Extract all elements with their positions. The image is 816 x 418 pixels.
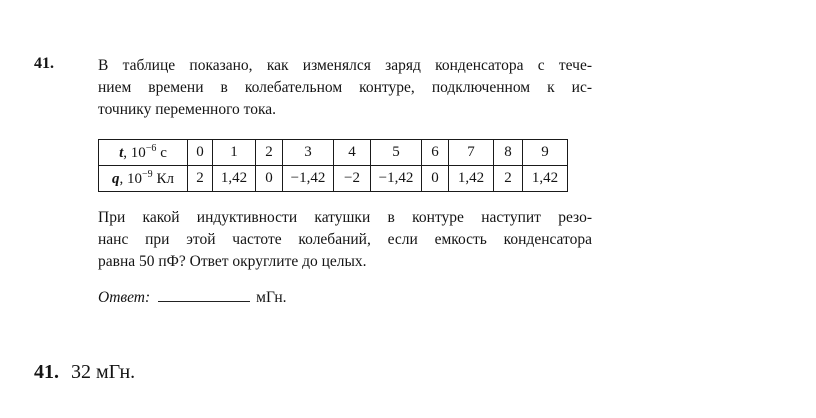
answer-label: Ответ: [98, 289, 151, 306]
answer-unit: мГн. [256, 289, 287, 306]
time-cell: 5 [371, 140, 422, 166]
time-cell: 0 [188, 140, 213, 166]
question-line: нанс при этой частоте колебаний, если емкость конденсатора [98, 231, 592, 248]
time-unit-exponent: −6 [145, 143, 157, 154]
charge-unit-base: , 10 [119, 171, 143, 187]
time-cell: 3 [283, 140, 334, 166]
question-line: При какой индуктивности катушки в контуре наступит резо- [98, 209, 592, 226]
time-cell: 1 [213, 140, 256, 166]
problem-question [98, 207, 592, 273]
charge-cell: −2 [334, 166, 371, 192]
intro-line: нием времени в колебательном контуре, подключенном к ис- [98, 79, 592, 96]
charge-cell: 1,42 [449, 166, 494, 192]
charge-unit: Кл [152, 171, 174, 187]
charge-cell: −1,42 [371, 166, 422, 192]
table-row-charge [99, 166, 568, 192]
time-unit: с [156, 145, 167, 161]
time-cell: 4 [334, 140, 371, 166]
charge-cell: −1,42 [283, 166, 334, 192]
question-line: равна 50 пФ? Ответ округлите до целых. [98, 253, 367, 270]
time-symbol: t [119, 145, 124, 161]
time-cell: 6 [422, 140, 449, 166]
time-cell: 9 [523, 140, 568, 166]
data-table [98, 139, 568, 192]
problem-intro [98, 55, 592, 121]
solution [34, 361, 135, 384]
solution-text: 32 мГн. [71, 361, 136, 383]
charge-header-cell [99, 166, 188, 192]
charge-symbol: q [112, 171, 120, 187]
time-header-cell [99, 140, 188, 166]
charge-cell: 0 [256, 166, 283, 192]
answer-blank[interactable] [158, 287, 250, 302]
charge-cell: 2 [188, 166, 213, 192]
time-unit-base: , 10 [123, 145, 146, 161]
time-cell: 7 [449, 140, 494, 166]
time-cell: 2 [256, 140, 283, 166]
intro-line: точнику переменного тока. [98, 101, 277, 118]
answer-line [98, 287, 287, 307]
charge-cell: 0 [422, 166, 449, 192]
problem-number: 41. [34, 55, 54, 72]
time-cell: 8 [494, 140, 523, 166]
solution-number: 41. [34, 361, 59, 383]
charge-unit-exponent: −9 [142, 169, 153, 180]
intro-line: В таблице показано, как изменялся заряд конденсатора с тече- [98, 57, 592, 74]
charge-cell: 1,42 [523, 166, 568, 192]
table-row-time [99, 140, 568, 166]
charge-cell: 1,42 [213, 166, 256, 192]
charge-cell: 2 [494, 166, 523, 192]
